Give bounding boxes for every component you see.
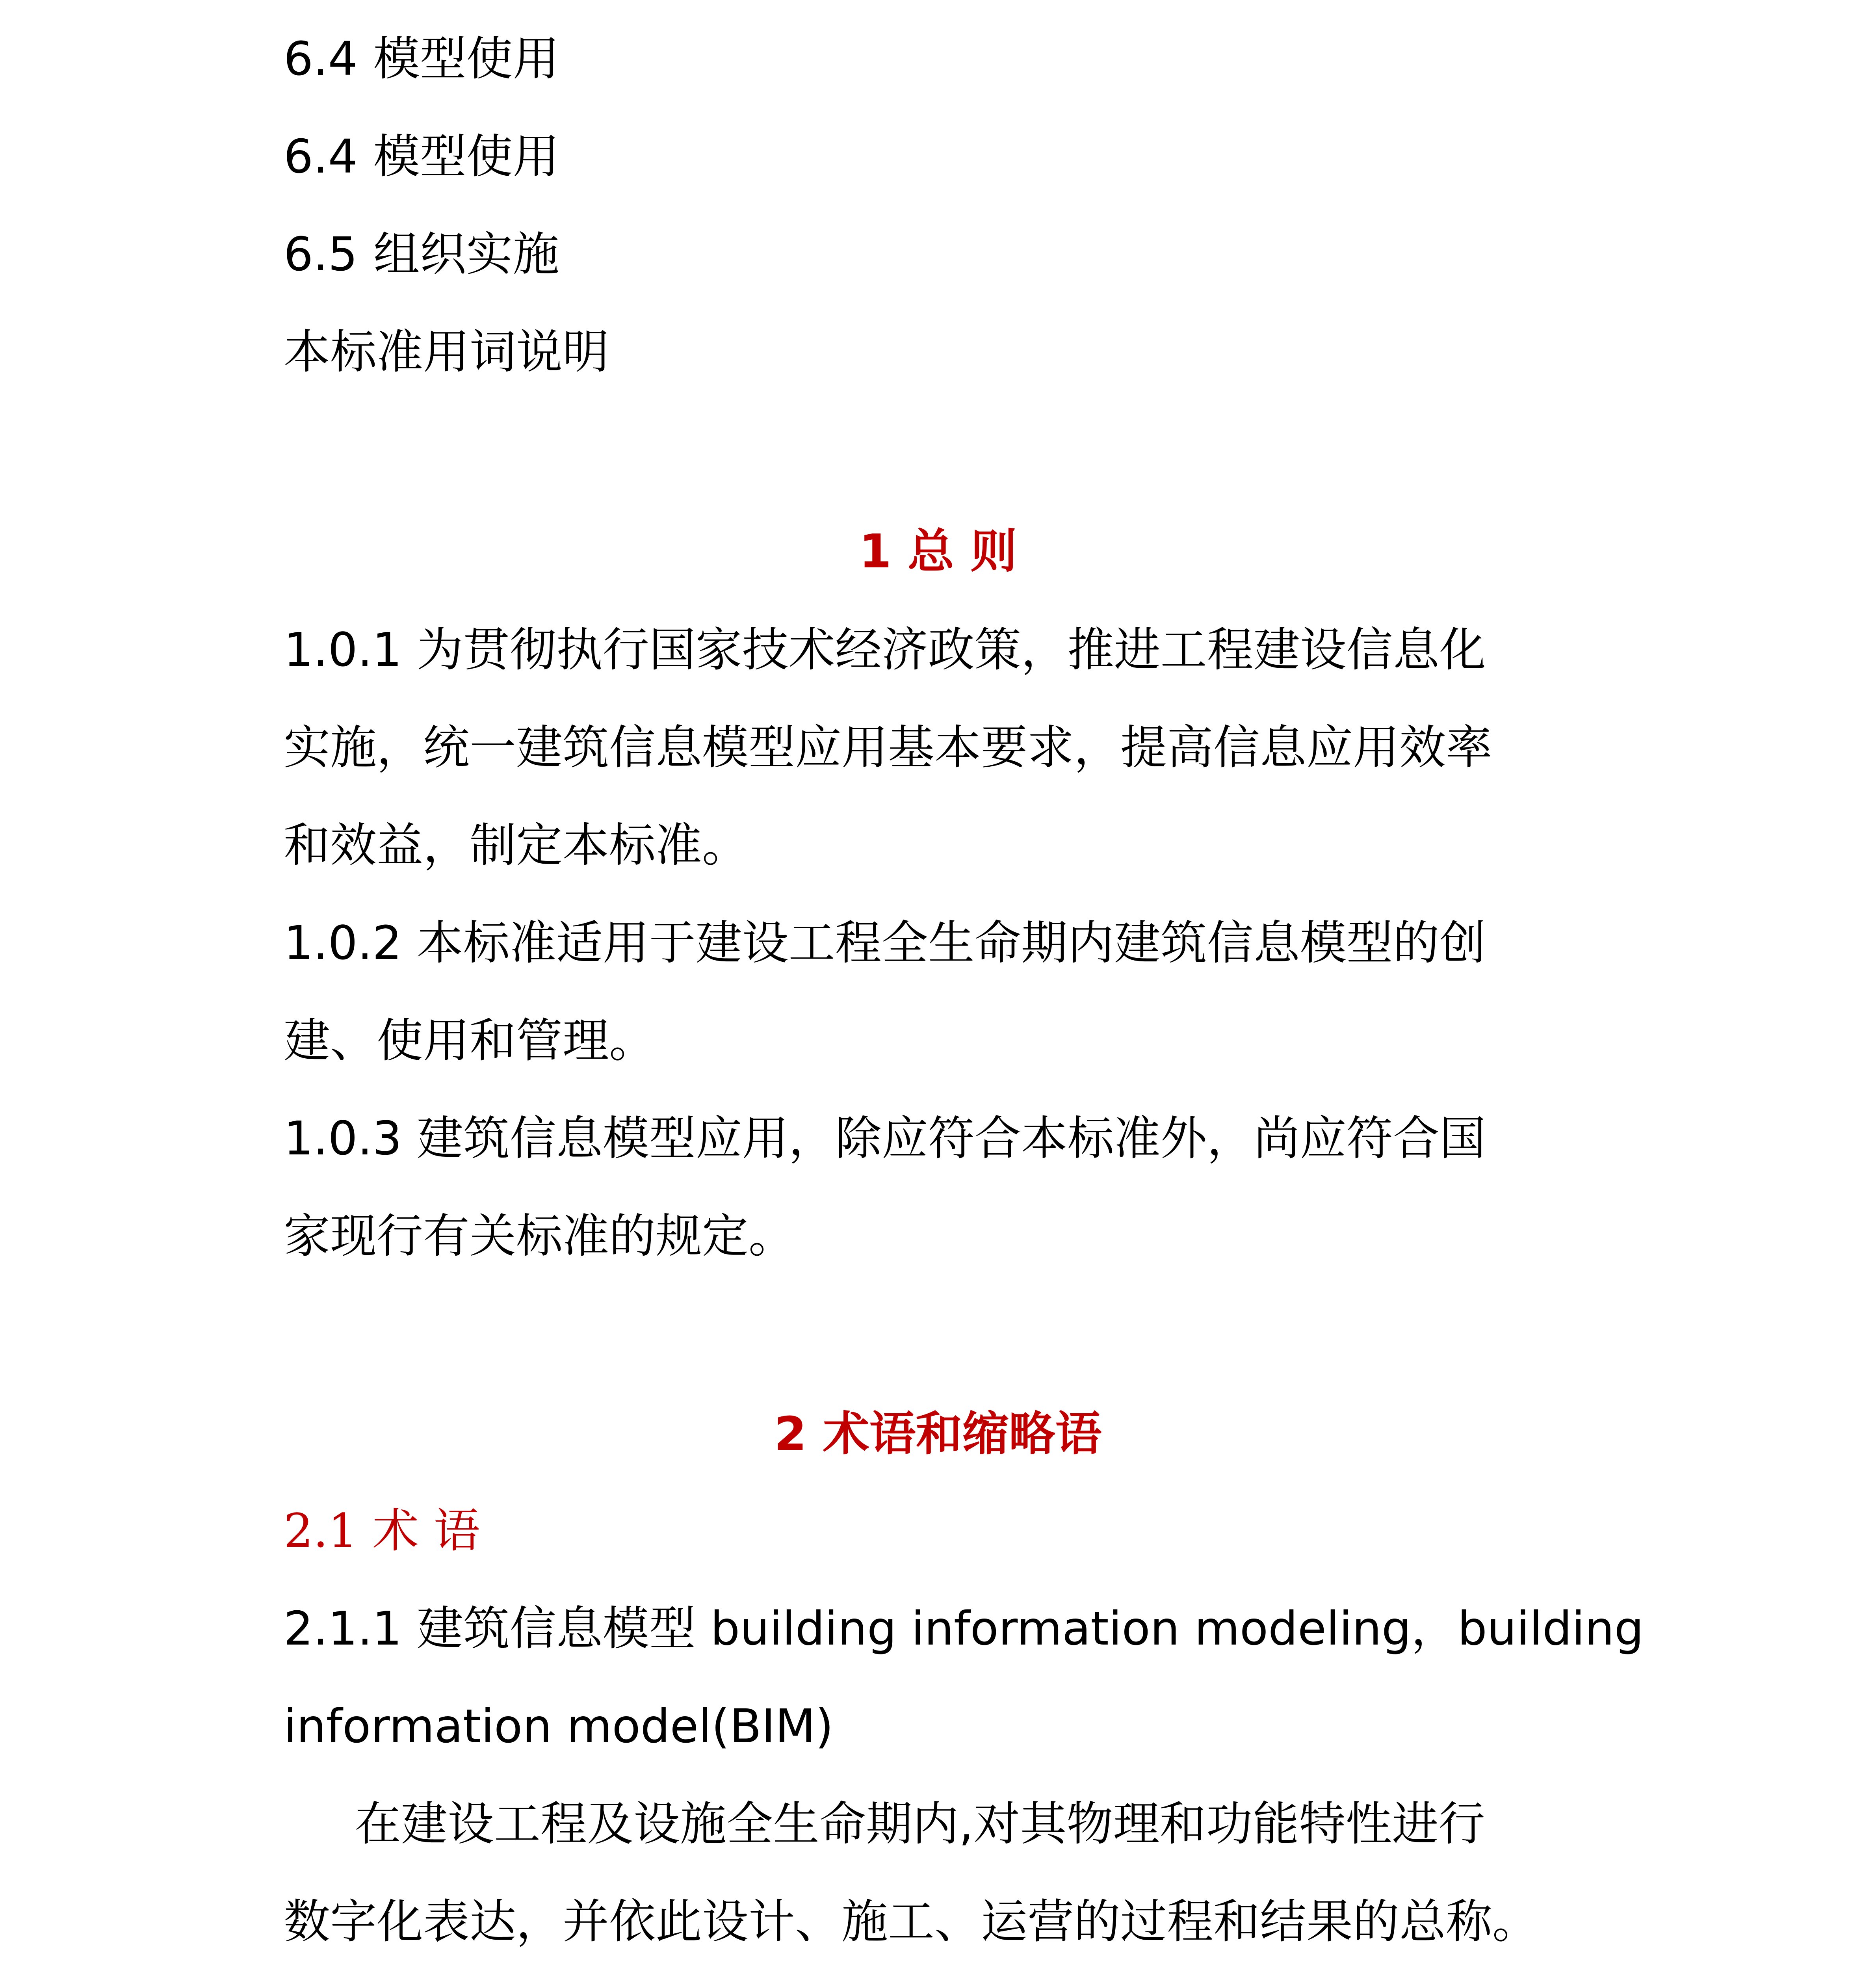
toc-item (284, 227, 559, 281)
toc-item-number: 6.5 (284, 227, 358, 281)
paragraph-line: 在建设工程及设施全生命期内,对其物理和功能特性进行 (355, 1797, 1485, 1851)
toc-item-number: 6.4 (284, 129, 358, 184)
section-2-1-heading: 2.1 术 语 (284, 1504, 480, 1558)
toc-item (284, 129, 559, 184)
paragraph-line: 实施，统一建筑信息模型应用基本要求，提高信息应用效率 (284, 720, 1493, 775)
toc-item-number: 6.4 (284, 32, 358, 86)
paragraph-line: 1.0.1 为贯彻执行国家技术经济政策，推进工程建设信息化 (284, 623, 1486, 677)
paragraph-line: 和效益，制定本标准。 (284, 818, 749, 872)
paragraph-line: 2.1.1 建筑信息模型 building information modeling，building (284, 1601, 1644, 1656)
paragraph-line: 建、使用和管理。 (284, 1013, 656, 1068)
chapter-1-heading: 1 总 则 (859, 524, 1017, 578)
paragraph-line: 数字化表达，并依此设计、施工、运营的过程和结果的总称。 (284, 1894, 1539, 1949)
paragraph-line: 1.0.3 建筑信息模型应用，除应符合本标准外，尚应符合国 (284, 1111, 1486, 1165)
paragraph-line: 家现行有关标准的规定。 (284, 1209, 795, 1263)
toc-item-terms-explanation: 本标准用词说明 (284, 325, 609, 379)
toc-item-title: 组织实施 (373, 227, 559, 281)
toc-item (284, 32, 559, 86)
paragraph-line: information model(BIM) (284, 1699, 834, 1753)
toc-item-title: 模型使用 (373, 129, 559, 184)
chapter-2-heading: 2 术语和缩略语 (774, 1407, 1102, 1461)
toc-item-title: 模型使用 (373, 32, 559, 86)
paragraph-line: 1.0.2 本标准适用于建设工程全生命期内建筑信息模型的创 (284, 916, 1486, 970)
